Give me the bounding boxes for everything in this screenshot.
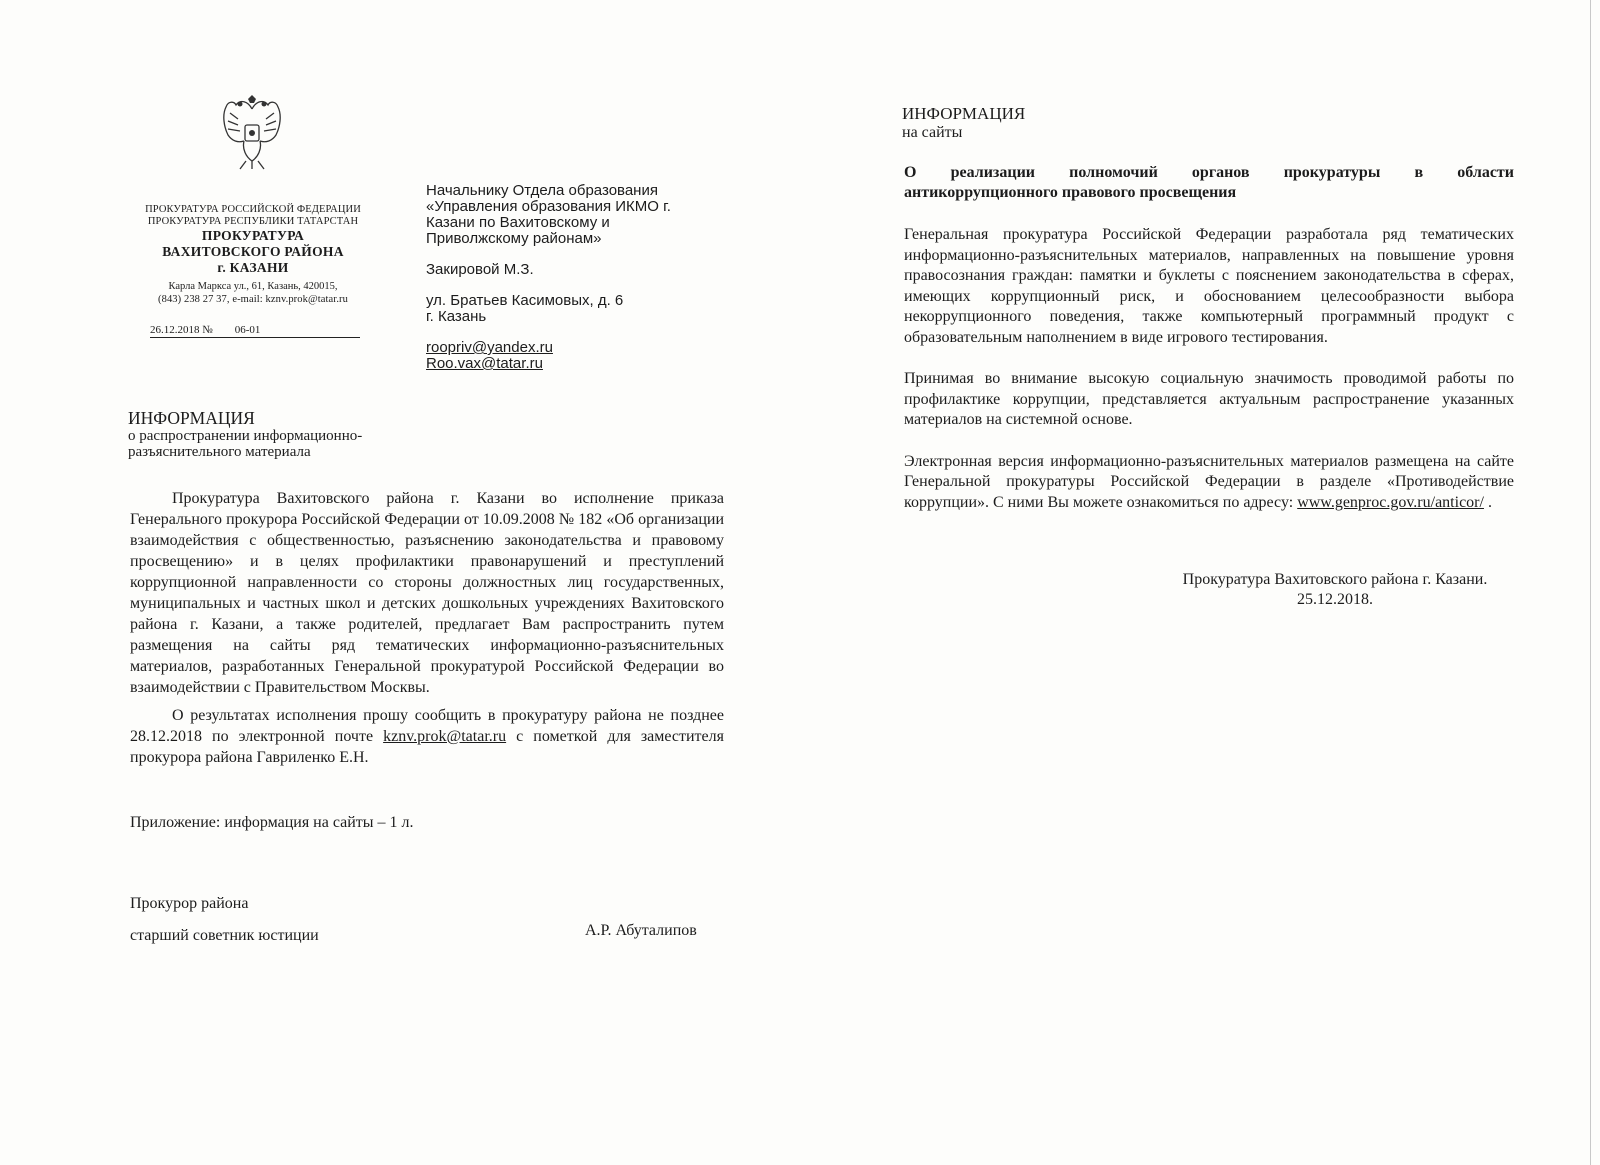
letter-heading-block [128, 409, 448, 460]
prosecutor-email-link[interactable]: kznv.prok@tatar.ru [383, 728, 507, 745]
letterhead-name-2: ВАХИТОВСКОГО РАЙОНА [162, 244, 344, 259]
coat-of-arms-emblem-icon [218, 95, 286, 171]
info-title [904, 163, 1514, 203]
scan-edge-divider [1590, 0, 1591, 1165]
info-heading: ИНФОРМАЦИЯ [902, 104, 1026, 123]
genproc-anticor-link[interactable]: www.genproc.gov.ru/anticor/ [1297, 493, 1484, 511]
info-paragraph-1: Генеральная прокуратура Российской Федерации разработала ряд тематических информационно-разъяснительных материалов, направленных на повышение уровня правосознания граждан: памятки и буклеты с пояснением законодательства в сферах, имеющих коррупционный риск, и обоснованием целесообразности выбора некоррупционного поведения, также компьютерный программный продукт с образовательным наполнением в виде игрового тестирования. [904, 226, 1514, 346]
letterhead-contact: (843) 238 27 37, e-mail: kznv.prok@tatar.ru [158, 293, 348, 305]
letter-subject-line-2: разъяснительного материала [128, 444, 311, 460]
addressee-city: г. Казань [426, 308, 487, 325]
info-subheading: на сайты [902, 124, 963, 141]
letter-body [130, 488, 724, 775]
info-signature [1140, 570, 1530, 610]
info-title-line-1: О реализации полномочий органов прокуратуры в области [904, 164, 1514, 181]
addressee-line-4: Приволжскому районам» [426, 230, 602, 247]
signer-title-1: Прокурор района [130, 895, 249, 912]
addressee-email-2[interactable]: Roo.vax@tatar.ru [426, 355, 543, 372]
info-body [904, 225, 1514, 534]
letterhead-name-1: ПРОКУРАТУРА [201, 228, 305, 243]
info-signature-org: Прокуратура Вахитовского района г. Казани. [1182, 571, 1488, 588]
outgoing-reference: 26.12.2018 № 06-01 [150, 324, 360, 338]
letterhead-line-2: ПРОКУРАТУРА РЕСПУБЛИКИ ТАТАРСТАН [147, 216, 359, 227]
info-title-line-2: антикоррупционного правового просвещения [904, 184, 1237, 201]
letter-heading: ИНФОРМАЦИЯ [128, 408, 255, 428]
addressee-line-2: «Управления образования ИКМО г. [426, 198, 671, 215]
info-paragraph-3: Электронная версия информационно-разъяснительных материалов размещена на сайте Генеральной прокуратуры Российской Федерации в разделе «Противодействие коррупции». С ними Вы можете ознакомиться по адресу: www.genproc.gov.ru/anticor/ . [904, 452, 1514, 511]
letterhead-address: Карла Маркса ул., 61, Казань, 420015, [168, 281, 338, 292]
attachment-note: Приложение: информация на сайты – 1 л. [130, 814, 414, 831]
addressee-street: ул. Братьев Касимовых, д. 6 [426, 292, 624, 309]
letter-paragraph-2: О результатах исполнения прошу сообщить в прокуратуру района не позднее 28.12.2018 по электронной почте kznv.prok@tatar.ru с пометкой для заместителя прокурора района Гавриленко Е.Н. [130, 707, 724, 766]
letterhead-block [128, 204, 378, 306]
addressee-line-3: Казани по Вахитовскому и [426, 214, 610, 231]
addressee-block [426, 183, 726, 372]
signer-title-2: старший советник юстиции [130, 927, 319, 944]
letterhead-name-3: г. КАЗАНИ [217, 260, 289, 275]
letterhead-line-1: ПРОКУРАТУРА РОССИЙСКОЙ ФЕДЕРАЦИИ [145, 204, 361, 215]
letter-paragraph-1: Прокуратура Вахитовского района г. Казани во исполнение приказа Генерального прокурора Российской Федерации от 10.09.2008 № 182 «Об организации взаимодействия с общественностью, разъяснению законодательства и правовому просвещению» и в целях профилактики правонарушений и преступлений коррупционной направленности со стороны должностных лиц государственных, муниципальных и частных школ и детских дошкольных учреждениях Вахитовского района г. Казани, а также родителей, предлагает Вам распространить путем размещения на сайты ряд тематических информационно-разъяснительных материалов, разработанных Генеральной прокуратурой Российской Федерации во взаимодействии с Правительством Москвы. [130, 490, 724, 696]
info-paragraph-2: Принимая во внимание высокую социальную значимость проводимой работы по профилактике коррупции, представляется актуальным распространение указанных материалов на системной основе. [904, 370, 1514, 428]
signer-name: А.Р. Абуталипов [585, 922, 697, 939]
addressee-line-1: Начальнику Отдела образования [426, 182, 658, 199]
addressee-person: Закировой М.З. [426, 261, 534, 278]
info-heading-block [902, 104, 1202, 142]
letter-subject-line-1: о распространении информационно- [128, 428, 363, 444]
addressee-email-1[interactable]: roopriv@yandex.ru [426, 339, 553, 356]
info-signature-date: 25.12.2018. [1297, 591, 1373, 608]
